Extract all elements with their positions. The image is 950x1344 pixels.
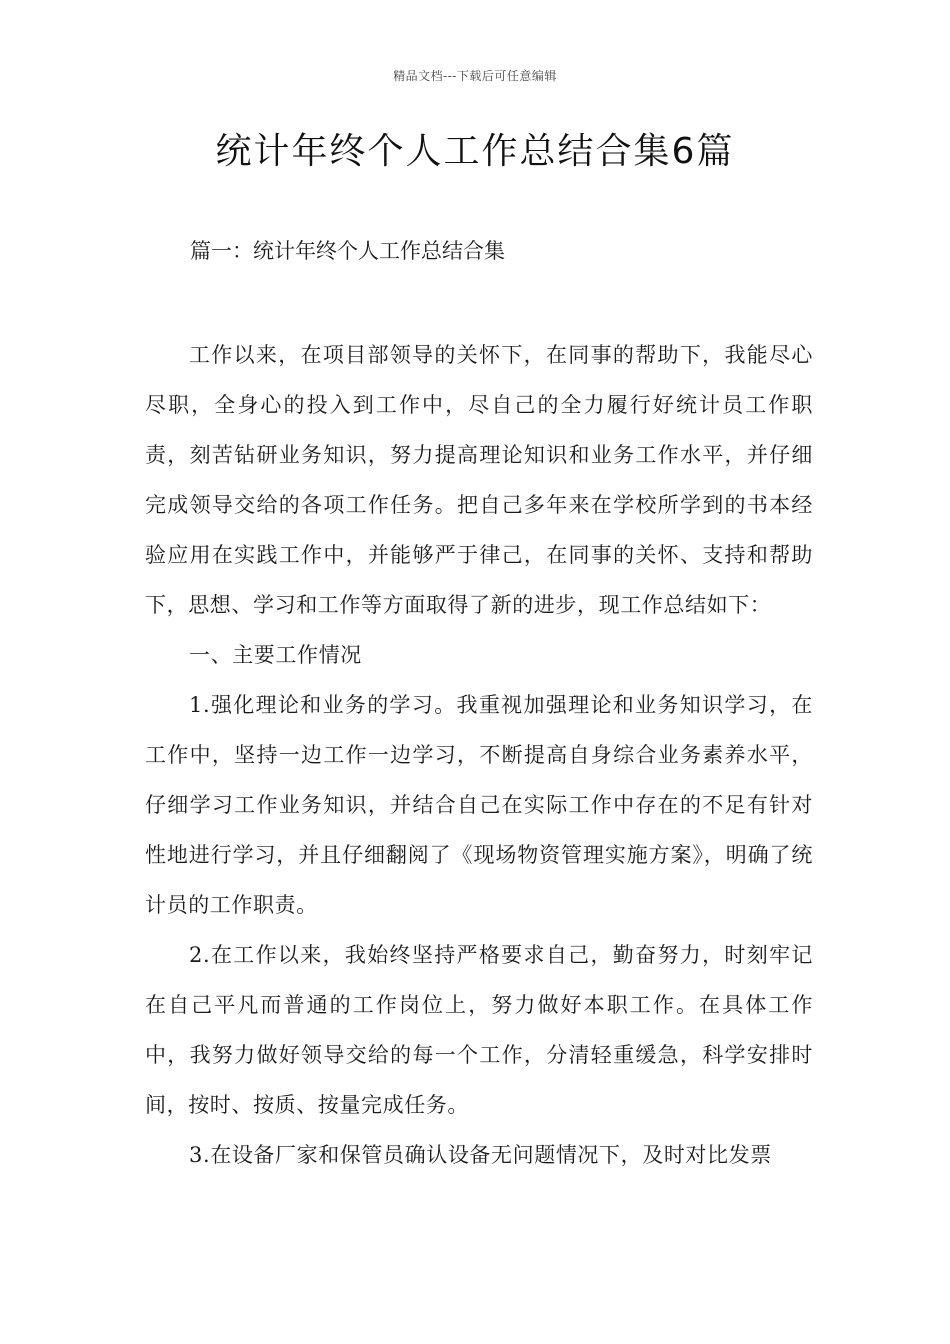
body-text (145, 330, 813, 1180)
paragraph-item-2: 2.在工作以来，我始终坚持严格要求自己，勤奋努力，时刻牢记在自己平凡而普通的工作岗位上，努力做好本职工作。在具体工作中，我努力做好领导交给的每一个工作，分清轻重缓急，科学安排时间，按时、按质、按量完成任务。 (145, 943, 813, 1117)
paragraph-item-1: 1.强化理论和业务的学习。我重视加强理论和业务知识学习，在工作中，坚持一边工作一边学习，不断提高自身综合业务素养水平，仔细学习工作业务知识，并结合自己在实际工作中存在的不足有针对性地进行学习，并且仔细翻阅了《现场物资管理实施方案》，明确了统计员的工作职责。 (145, 693, 813, 917)
paragraph-heading-main-work: 一、主要工作情况 (189, 643, 362, 667)
paragraph-item-3: 3.在设备厂家和保管员确认设备无问题情况下，及时对比发票 (189, 1143, 772, 1167)
header-note: 精品文档---下载后可任意编辑 (393, 69, 557, 83)
document-title: 统计年终个人工作总结合集6篇 (215, 131, 735, 172)
section-title: 篇一：统计年终个人工作总结合集 (190, 239, 505, 263)
paragraph-intro: 工作以来，在项目部领导的关怀下，在同事的帮助下，我能尽心尽职，全身心的投入到工作中，尽自己的全力履行好统计员工作职责，刻苦钻研业务知识，努力提高理论知识和业务工作水平，并仔细完成领导交给的各项工作任务。把自己多年来在学校所学到的书本经验应用在实践工作中，并能够严于律己，在同事的关怀、支持和帮助下，思想、学习和工作等方面取得了新的进步，现工作总结如下： (145, 343, 813, 617)
